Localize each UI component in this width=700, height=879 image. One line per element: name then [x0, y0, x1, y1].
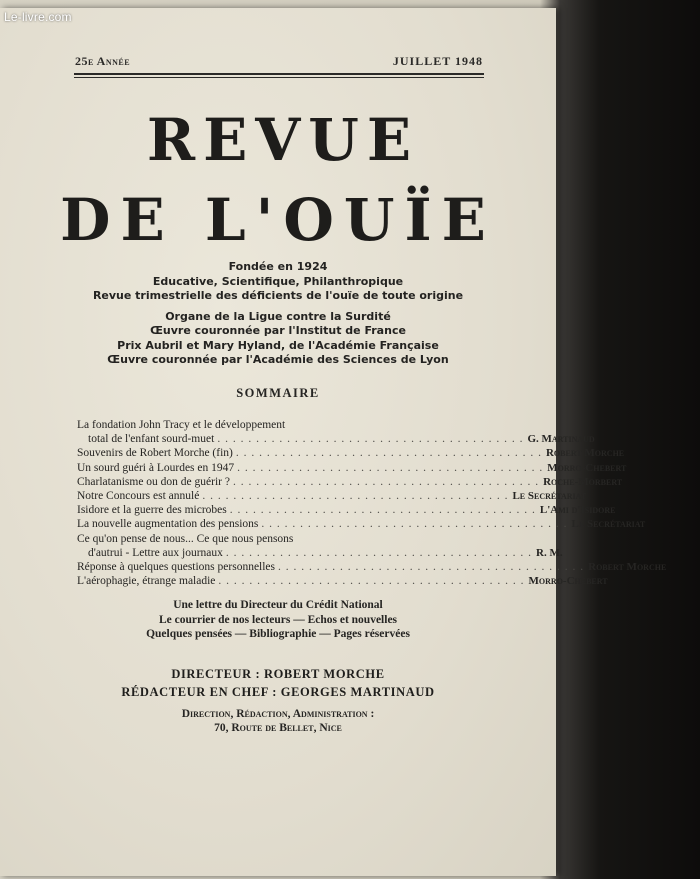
dot-leader: . . . . . . . . . . . . . . . . . . . . . . . . . . . . . . . . . . . . . . . . [225, 546, 533, 559]
dot-leader: . . . . . . . . . . . . . . . . . . . . . . . . . . . . . . . . . . . . . . . . [217, 433, 524, 446]
toc-entry-title: Charlatanisme ou don de guérir ? [77, 475, 230, 488]
toc-entry-title: L'aérophagie, étrange maladie [77, 575, 216, 588]
toc-entry [77, 432, 595, 446]
dot-leader: . . . . . . . . . . . . . . . . . . . . . . . . . . . . . . . . . . . . . . . . [232, 475, 540, 488]
toc-entry-title: Souvenirs de Robert Morche (fin) [77, 447, 233, 460]
organ-line: Organe de la Ligue contre la Surdité [165, 309, 391, 323]
toc-entry-author: G. Martinaud [527, 433, 595, 446]
toc-entry-title: La fondation John Tracy et le développement [77, 419, 286, 431]
toc-entry-author: R. M. [536, 546, 563, 559]
toc-entry-author: L'Ami d'Isidore [539, 504, 616, 517]
extras-line-3: Quelques pensées — Bibliographie — Pages réservées [146, 628, 410, 640]
toc-entry [77, 446, 625, 460]
toc-entry [77, 461, 627, 475]
magazine-cover [0, 8, 667, 876]
toc-entry-author: Robert Morche [588, 561, 667, 574]
toc-entry [77, 574, 608, 588]
toc-entry-author: Morro-Chebert [547, 461, 627, 474]
title-line-2: DE L'OUÏE [60, 186, 496, 254]
toc-entry-title: Notre Concours est annulé [77, 490, 200, 503]
director-line: DIRECTEUR : ROBERT MORCHE [171, 667, 385, 681]
toc-entry-title: Un sourd guéri à Lourdes en 1947 [77, 461, 235, 474]
toc-entry [77, 489, 587, 503]
toc-entry [77, 532, 487, 546]
dot-leader: . . . . . . . . . . . . . . . . . . . . . . . . . . . . . . . . . . . . . . . . [261, 518, 568, 531]
toc-entry [77, 503, 616, 517]
dot-leader: . . . . . . . . . . . . . . . . . . . . . . . . . . . . . . . . . . . . . . . . [218, 575, 525, 588]
award-line-1: Œuvre couronnée par l'Institut de France [150, 324, 406, 337]
table-of-contents [77, 418, 667, 588]
dot-leader: . . . . . . . . . . . . . . . . . . . . . . . . . . . . . . . . . . . . . . . . [278, 561, 585, 574]
toc-entry-title: d'autrui - Lettre aux journaux [88, 546, 223, 559]
dot-leader: . . . . . . . . . . . . . . . . . . . . . . . . . . . . . . . . . . . . . . . . [229, 504, 536, 517]
header-rule-thin [74, 77, 484, 78]
toc-entry-title: La nouvelle augmentation des pensions [77, 518, 259, 531]
address-line-2: 70, Route de Bellet, Nice [214, 722, 342, 734]
award-line-3: Œuvre couronnée par l'Académie des Sciences de Lyon [107, 353, 449, 366]
dot-leader: . . . . . . . . . . . . . . . . . . . . . . . . . . . . . . . . . . . . . . . . [235, 447, 542, 460]
award-line-2: Prix Aubril et Mary Hyland, de l'Académie Française [117, 338, 439, 352]
header-line [75, 54, 483, 69]
staff-block [0, 665, 556, 701]
sommaire-heading: SOMMAIRE [236, 386, 320, 400]
header-rule [74, 73, 484, 75]
toc-entry-title: total de l'enfant sourd-muet [88, 433, 215, 446]
issue-date: JUILLET 1948 [392, 54, 483, 68]
founded-line: Fondée en 1924 [228, 260, 328, 273]
toc-entry-title: Isidore et la guerre des microbes [77, 504, 227, 517]
issue-year: 25e Année [75, 54, 131, 68]
dot-leader: . . . . . . . . . . . . . . . . . . . . . . . . . . . . . . . . . . . . . . . . [202, 490, 509, 503]
extras-line-2: Le courrier de nos lecteurs — Echos et nouvelles [158, 613, 398, 626]
address-line-1: Direction, Rédaction, Administration : [181, 708, 375, 720]
toc-entry [77, 517, 646, 531]
toc-entry [77, 475, 623, 489]
toc-entry-author: Roche-Morbert [543, 475, 623, 488]
toc-entry-author: Le Secrétariat [512, 490, 587, 503]
toc-entry-author: Robert Morche [545, 447, 625, 460]
dot-leader: . . . . . . . . . . . . . . . . . . . . . . . . . . . . . . . . . . . . . . . . [237, 461, 544, 474]
toc-entry [77, 418, 487, 432]
description-line: Revue trimestrielle des déficients de l'ouïe de toute origine [92, 289, 464, 302]
toc-entry [77, 560, 667, 574]
subtitle-block [0, 260, 556, 368]
toc-entry [77, 546, 563, 560]
toc-entry-title: Réponse à quelques questions personnelles [77, 561, 276, 574]
toc-entry-author: Morro-Chebert [528, 575, 608, 588]
toc-entry-author: Le Secrétariat [571, 518, 646, 531]
toc-entry-title: Ce qu'on pense de nous... Ce que nous pensons [77, 532, 294, 545]
editor-line: RÉDACTEUR EN CHEF : GEORGES MARTINAUD [121, 685, 435, 699]
extras-line-1: Une lettre du Directeur du Crédit National [173, 599, 383, 611]
extras-block [0, 598, 556, 642]
tagline: Educative, Scientifique, Philanthropique [152, 274, 404, 288]
title-line-1: REVUE [146, 106, 420, 174]
watermark: Le-livre.com [4, 10, 72, 24]
address-block [0, 707, 556, 735]
